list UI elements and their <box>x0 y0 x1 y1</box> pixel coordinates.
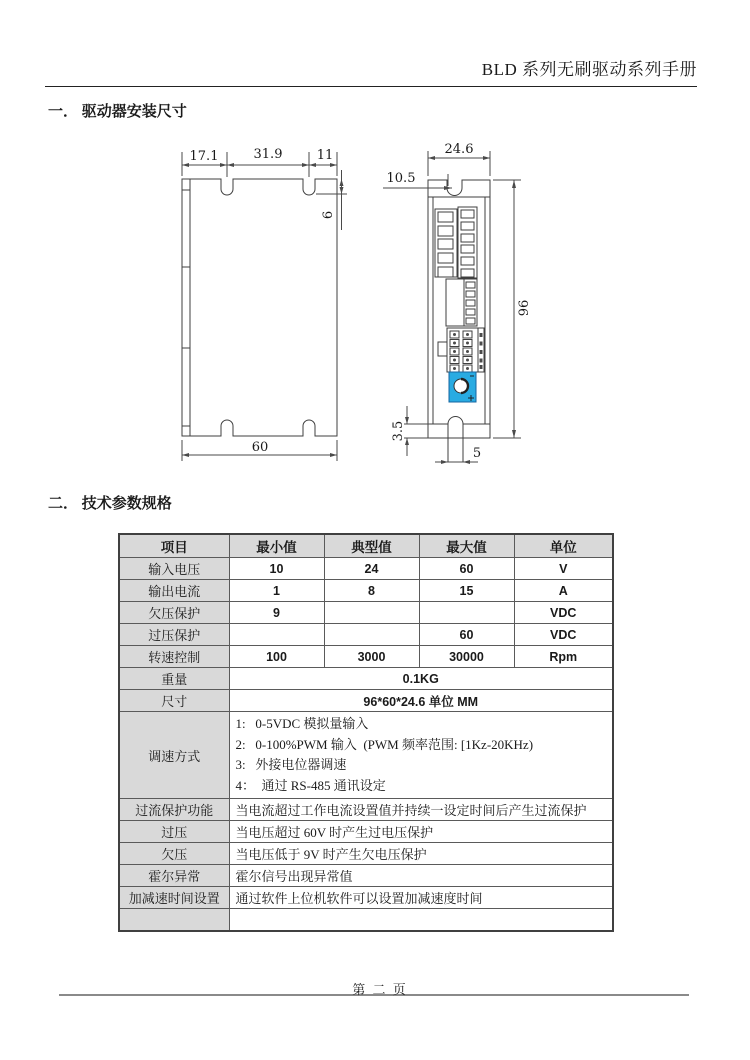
row-description: 通过软件上位机软件可以设置加减速度时间 <box>229 887 613 909</box>
dim-label-17-1: 17.1 <box>189 149 219 164</box>
dim-label-6: 6 <box>321 210 336 220</box>
table-row-overcurrent-protect <box>119 799 613 821</box>
speed-mode-item: 4： 通过 RS-485 通讯设定 <box>235 777 386 793</box>
table-row-undervoltage <box>119 843 613 865</box>
side-view-drawing <box>383 142 532 464</box>
table-row-hall-error <box>119 865 613 887</box>
merged-value: 0.1KG <box>229 668 613 690</box>
spec-table <box>118 533 614 932</box>
typical-value <box>324 602 419 624</box>
col-header-typical: 典型值 <box>324 534 419 558</box>
table-row-input-voltage <box>119 558 613 580</box>
min-value <box>229 624 324 646</box>
merged-value: 96*60*24.6 单位 MM <box>229 690 613 712</box>
row-label: 加减速时间设置 <box>119 887 229 909</box>
row-label: 转速控制 <box>119 646 229 668</box>
row-description: 当电压超过 60V 时产生过电压保护 <box>229 821 613 843</box>
max-value: 30000 <box>419 646 514 668</box>
row-description: 霍尔信号出现异常值 <box>229 865 613 887</box>
speed-mode-list <box>229 712 613 799</box>
row-label: 过流保护功能 <box>119 799 229 821</box>
dim-label-5: 5 <box>472 446 482 461</box>
unit-value: VDC <box>514 602 613 624</box>
unit-value: A <box>514 580 613 602</box>
min-value: 1 <box>229 580 324 602</box>
col-header-unit: 单位 <box>514 534 613 558</box>
page-header-title: BLD 系列无刷驱动系列手册 <box>481 60 697 79</box>
typical-value: 8 <box>324 580 419 602</box>
table-row-undervoltage-protect <box>119 602 613 624</box>
row-label: 欠压保护 <box>119 602 229 624</box>
row-description: 当电流超过工作电流设置值并持续一设定时间后产生过流保护 <box>229 799 613 821</box>
speed-mode-item: 2: 0-100%PWM 输入 (PWM 频率范围: [1Kz-20KHz) <box>235 736 534 752</box>
section-title-tech-specs: 二． 技术参数规格 <box>48 496 172 512</box>
section-title-install-dimensions: 一． 驱动器安装尺寸 <box>48 104 187 120</box>
row-label: 霍尔异常 <box>119 865 229 887</box>
min-value: 9 <box>229 602 324 624</box>
row-label: 尺寸 <box>119 690 229 712</box>
table-row-speed-modes <box>119 712 613 799</box>
unit-value: Rpm <box>514 646 613 668</box>
dim-label-11: 11 <box>316 148 334 163</box>
table-row-overvoltage <box>119 821 613 843</box>
row-description <box>229 909 613 932</box>
col-header-max: 最大值 <box>419 534 514 558</box>
row-label: 欠压 <box>119 843 229 865</box>
dim-label-60: 60 <box>251 440 269 455</box>
unit-value: VDC <box>514 624 613 646</box>
col-header-item: 项目 <box>119 534 229 558</box>
row-label: 过压 <box>119 821 229 843</box>
typical-value: 3000 <box>324 646 419 668</box>
row-label <box>119 909 229 932</box>
max-value: 60 <box>419 558 514 580</box>
row-label: 调速方式 <box>119 712 229 799</box>
table-row-size <box>119 690 613 712</box>
dimension-drawings <box>0 130 750 490</box>
header-rule <box>45 86 697 87</box>
dim-label-31-9: 31.9 <box>253 147 283 162</box>
table-row-empty <box>119 909 613 932</box>
dim-label-3-5: 3.5 <box>391 420 406 442</box>
col-header-min: 最小值 <box>229 534 324 558</box>
max-value: 15 <box>419 580 514 602</box>
typical-value: 24 <box>324 558 419 580</box>
row-label: 输入电压 <box>119 558 229 580</box>
typical-value <box>324 624 419 646</box>
dim-label-24-6: 24.6 <box>444 142 474 157</box>
row-label: 输出电流 <box>119 580 229 602</box>
table-row-overvoltage-protect <box>119 624 613 646</box>
table-row-speed-control <box>119 646 613 668</box>
dim-label-10-5: 10.5 <box>386 171 416 186</box>
row-label: 过压保护 <box>119 624 229 646</box>
max-value <box>419 602 514 624</box>
speed-mode-item: 1: 0-5VDC 模拟量输入 <box>235 716 369 731</box>
min-value: 10 <box>229 558 324 580</box>
table-row-weight <box>119 668 613 690</box>
dim-label-96: 96 <box>517 299 532 317</box>
front-view-drawing <box>182 147 347 461</box>
pin-header <box>438 328 484 372</box>
speed-mode-item: 3: 外接电位器调速 <box>235 757 347 772</box>
potentiometer <box>449 372 476 402</box>
table-row-output-current <box>119 580 613 602</box>
max-value: 60 <box>419 624 514 646</box>
table-row-accel-decel-time <box>119 887 613 909</box>
footer-page-number: 第 二 页 <box>352 982 408 997</box>
table-header-row <box>119 534 613 558</box>
unit-value: V <box>514 558 613 580</box>
row-description: 当电压低于 9V 时产生欠电压保护 <box>229 843 613 865</box>
row-label: 重量 <box>119 668 229 690</box>
min-value: 100 <box>229 646 324 668</box>
